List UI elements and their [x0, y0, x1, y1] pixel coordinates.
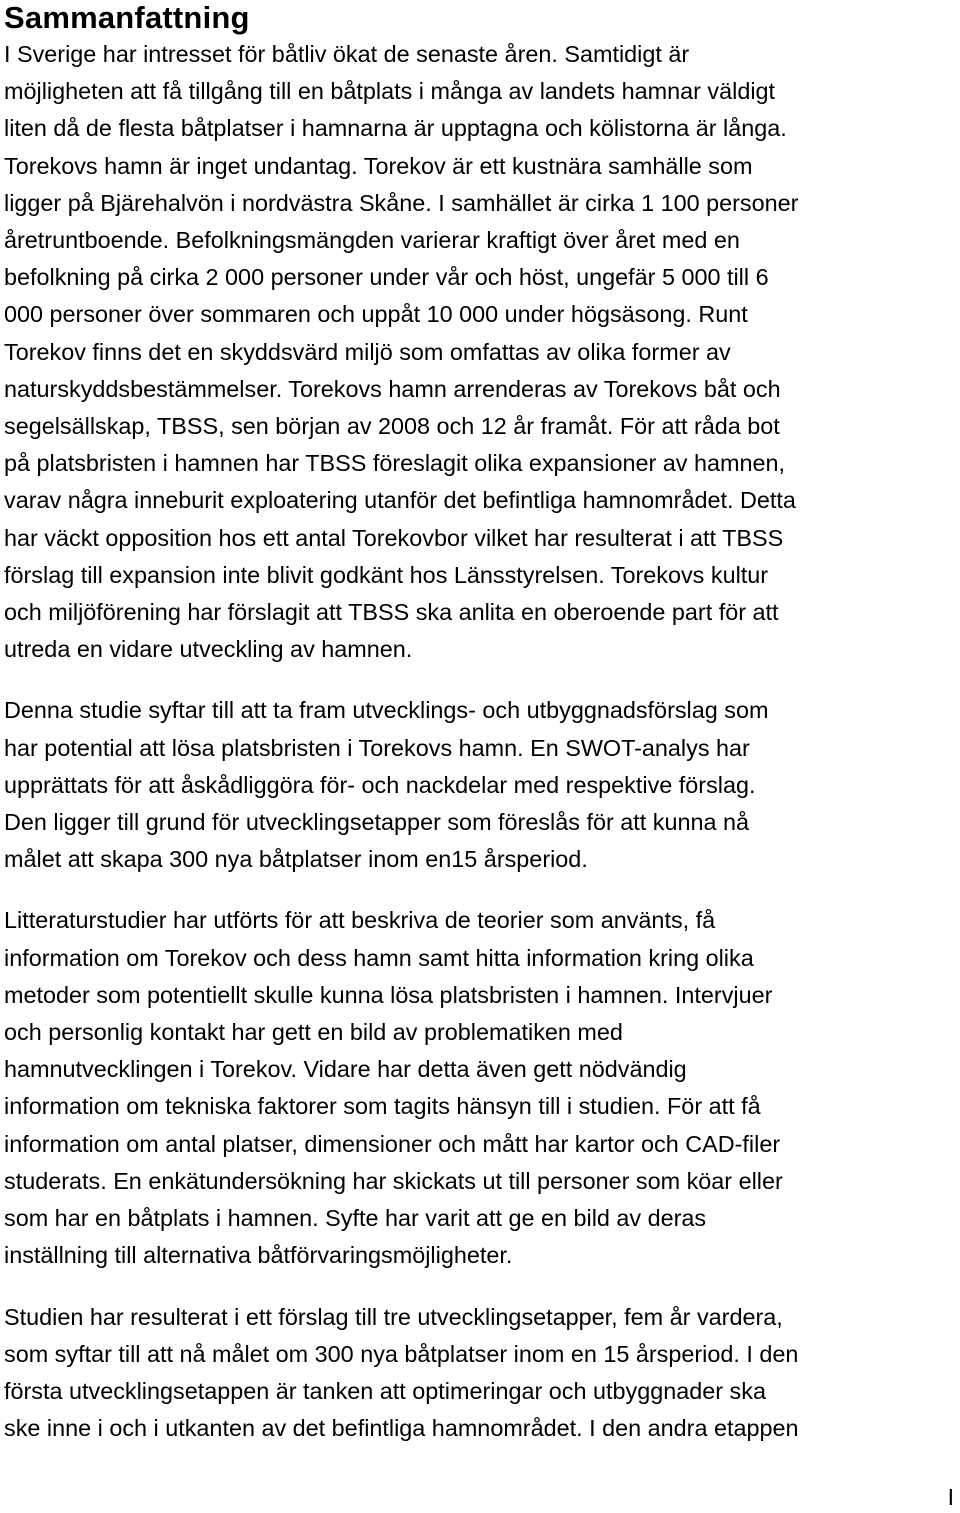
text-line: ligger på Bjärehalvön i nordvästra Skåne. I samhället är cirka 1 100 personer [4, 189, 799, 216]
text-line: förslag till expansion inte blivit godkänt hos Länsstyrelsen. Torekovs kultur [4, 561, 769, 588]
section-heading: Sammanfattning [4, 0, 250, 35]
text-line: Denna studie syftar till att ta fram utvecklings- och utbyggnadsförslag som [4, 697, 769, 724]
text-line: segelsällskap, TBSS, sen början av 2008 och 12 år framåt. För att råda bot [4, 413, 780, 440]
text-line: Torekovs hamn är inget undantag. Torekov är ett kustnära samhälle som [4, 152, 753, 179]
text-line: 000 personer över sommaren och uppåt 10 000 under högsäsong. Runt [4, 301, 748, 328]
text-line: första utvecklingsetappen är tanken att optimeringar och utbyggnader ska [4, 1377, 766, 1404]
text-line: har väckt opposition hos ett antal Torekovbor vilket har resulterat i att TBSS [4, 524, 784, 551]
text-line: ske inne i och i utkanten av det befintliga hamnområdet. I den andra etappen [4, 1415, 799, 1442]
text-line: information om tekniska faktorer som tagits hänsyn till i studien. För att få [4, 1093, 761, 1120]
text-line: Torekov finns det en skyddsvärd miljö som omfattas av olika former av [4, 338, 731, 365]
text-line: åretruntboende. Befolkningsmängden varierar kraftigt över året med en [4, 227, 740, 254]
text-line: utreda en vidare utveckling av hamnen. [4, 636, 413, 663]
text-line: metoder som potentiellt skulle kunna lösa platsbristen i hamnen. Intervjuer [4, 981, 773, 1008]
text-line: Studien har resulterat i ett förslag till tre utvecklingsetapper, fem år vardera, [4, 1303, 783, 1330]
text-line: och miljöförening har förslagit att TBSS ska anlita en oberoende part för att [4, 599, 779, 626]
text-line: hamnutvecklingen i Torekov. Vidare har detta även gett nödvändig [4, 1056, 687, 1083]
paragraph-2 [4, 692, 958, 878]
text-line: inställning till alternativa båtförvaringsmöjligheter. [4, 1242, 513, 1269]
text-line: Den ligger till grund för utvecklingsetapper som föreslås för att kunna nå [4, 809, 749, 836]
text-line: information om Torekov och dess hamn samt hitta information kring olika [4, 944, 754, 971]
text-line: målet att skapa 300 nya båtplatser inom en15 årsperiod. [4, 846, 588, 873]
text-line: Litteraturstudier har utförts för att beskriva de teorier som använts, få [4, 907, 716, 934]
text-line: och personlig kontakt har gett en bild av problematiken med [4, 1019, 623, 1046]
text-line: I Sverige har intresset för båtliv ökat de senaste åren. Samtidigt är [4, 41, 690, 67]
text-line: som har en båtplats i hamnen. Syfte har varit att ge en bild av deras [4, 1205, 707, 1232]
text-line: som syftar till att nå målet om 300 nya båtplatser inom en 15 årsperiod. I den [4, 1340, 799, 1367]
text-line: studerats. En enkätundersökning har skickats ut till personer som köar eller [4, 1167, 783, 1194]
document-page [4, 0, 958, 1447]
paragraph-3 [4, 902, 958, 1274]
text-line: på platsbristen i hamnen har TBSS föreslagit olika expansioner av hamnen, [4, 450, 786, 477]
text-line: har potential att lösa platsbristen i Torekovs hamn. En SWOT-analys har [4, 734, 750, 761]
paragraph-4 [4, 1299, 958, 1448]
page-number: I [947, 1484, 954, 1510]
summary-body [4, 36, 958, 1447]
text-line: möjligheten att få tillgång till en båtplats i många av landets hamnar väldigt [4, 78, 776, 105]
text-line: varav några inneburit exploatering utanför det befintliga hamnområdet. Detta [4, 487, 796, 514]
text-line: information om antal platser, dimensioner och mått har kartor och CAD-filer [4, 1130, 781, 1157]
text-line: upprättats för att åskådliggöra för- och nackdelar med respektive förslag. [4, 771, 756, 798]
text-line: liten då de flesta båtplatser i hamnarna är upptagna och kölistorna är långa. [4, 115, 787, 142]
paragraph-1 [4, 36, 958, 668]
text-line: naturskyddsbestämmelser. Torekovs hamn arrenderas av Torekovs båt och [4, 375, 781, 402]
text-line: befolkning på cirka 2 000 personer under vår och höst, ungefär 5 000 till 6 [4, 264, 769, 291]
